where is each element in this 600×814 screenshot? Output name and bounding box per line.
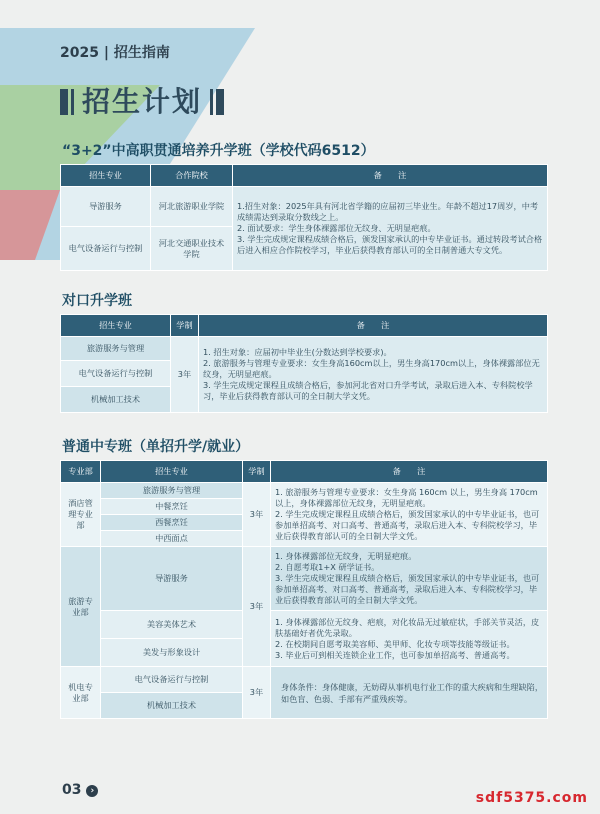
- cell-major: 机械加工技术: [61, 387, 171, 413]
- cell-major: 中西面点: [101, 531, 243, 547]
- cell-major: 旅游服务与管理: [101, 483, 243, 499]
- section-title-3: 普通中专班（单招升学/就业）: [62, 439, 250, 455]
- cell-dept: 酒店管理专业部: [61, 483, 101, 547]
- cell-notes: [271, 547, 548, 611]
- col-header-duration: 学制: [243, 461, 271, 483]
- col-header-notes: 备 注: [199, 315, 548, 337]
- note-line: 2. 在校期间自愿考取美容师、美甲师、化妆专项等技能等级证书。: [275, 638, 515, 649]
- cell-duration: 3年: [243, 547, 271, 667]
- cell-notes: [271, 611, 548, 667]
- table-header-row: [61, 165, 548, 187]
- note-line: 2. 学生完成规定课程且成绩合格后，颁发国家承认的中专毕业证书，也可参加单招高考、对口高考、普通高考，录取后进入本、专科院校学习，毕业后获得教育部认可的全日制大学文凭。: [275, 509, 540, 541]
- title-bar-right-icon-2: [216, 89, 224, 115]
- cell-major: 电气设备运行与控制: [61, 361, 171, 387]
- note-line: 身体条件：身体健康，无妨碍从事机电行业工作的重大疾病和生理缺陷，如色盲、色弱、手部有严重残疾等。: [281, 681, 544, 704]
- cell-school: 河北旅游职业学院: [151, 187, 233, 227]
- cell-dept: 机电专业部: [61, 667, 101, 719]
- cell-major: 西餐烹饪: [101, 515, 243, 531]
- note-line: 1. 旅游服务与管理专业要求：女生身高 160cm 以上，男生身高 170cm 以上，身体裸露部位无纹身，无明显疤痕。: [275, 487, 538, 508]
- cell-major: 电气设备运行与控制: [61, 227, 151, 271]
- col-header-notes: 备 注: [271, 461, 548, 483]
- page-number: [62, 782, 98, 798]
- cell-school: 河北交通职业技术学院: [151, 227, 233, 271]
- section-title-1: “3+2”中高职贯通培养升学班（学校代码6512）: [62, 143, 375, 159]
- cell-major: 美容美体艺术: [101, 611, 243, 639]
- page-title: [60, 80, 224, 120]
- table-header-row: [61, 315, 548, 337]
- cell-notes: [233, 187, 548, 271]
- header-tag: 2025 | 招生指南: [60, 45, 170, 61]
- cell-notes: [271, 667, 548, 719]
- note-line: 3. 学生完成规定课程且成绩合格后，参加河北省对口升学考试，录取后进入本、专科院校学习，毕业后获得教育部认可的全日制大学文凭。: [203, 380, 533, 401]
- note-line: 1. 招生对象：应届初中毕业生(分数达到学校要求)。: [203, 347, 392, 357]
- note-line: 2. 旅游服务与管理专业要求：女生身高160cm以上，男生身高170cm以上，身体裸露部位无纹身，无明显疤痕。: [203, 358, 540, 379]
- note-line: 1. 身体裸露部位无纹身，无明显疤痕。: [275, 551, 417, 561]
- cell-notes: [199, 337, 548, 413]
- col-header-dept: 专业部: [61, 461, 101, 483]
- cell-major: 导游服务: [61, 187, 151, 227]
- col-header-school: 合作院校: [151, 165, 233, 187]
- page-number-text: 03: [62, 782, 82, 798]
- section-title-2: 对口升学班: [62, 293, 132, 309]
- col-header-major: 招生专业: [61, 165, 151, 187]
- cell-major: 机械加工技术: [101, 693, 243, 719]
- cell-major: 电气设备运行与控制: [101, 667, 243, 693]
- table-header-row: [61, 461, 548, 483]
- table-duikou: [60, 314, 548, 413]
- col-header-duration: 学制: [171, 315, 199, 337]
- note-line: 3. 学生完成规定课程成绩合格后，颁发国家承认的中专毕业证书。通过转段考试合格后进入相应合作院校学习，毕业后获得教育部认可的全日制普通大专文凭。: [237, 234, 543, 255]
- page-title-text: 招生计划: [82, 85, 203, 118]
- note-line: 1. 身体裸露部位无纹身、疤痕，对化妆品无过敏症状，手部关节灵活，皮肤基础好者优先录取。: [275, 616, 540, 638]
- note-line: 2. 自愿考取1+X 研学证书。: [275, 562, 380, 572]
- table-3plus2: [60, 164, 548, 271]
- table-row: [61, 611, 548, 639]
- cell-duration: 3年: [171, 337, 199, 413]
- col-header-major: 招生专业: [61, 315, 171, 337]
- table-row: [61, 667, 548, 693]
- title-bar-left-icon: [60, 89, 68, 115]
- cell-major: 导游服务: [101, 547, 243, 611]
- note-line: 3. 毕业后可到相关连锁企业工作，也可参加单招高考、普通高考。: [275, 649, 515, 660]
- title-bar-right-icon: [210, 89, 213, 115]
- col-header-major: 招生专业: [101, 461, 243, 483]
- table-zhongzhuan: [60, 460, 548, 719]
- arrow-circle-icon: ›: [86, 785, 98, 797]
- watermark: sdf5375.com: [475, 790, 588, 806]
- cell-notes: [271, 483, 548, 547]
- note-line: 3. 学生完成规定课程且成绩合格后，颁发国家承认的中专毕业证书，也可参加单招高考、对口高考、普通高考，录取后进入本、专科院校学习，毕业后获得教育部认可的全日制大学文凭。: [275, 573, 540, 605]
- cell-dept: 旅游专业部: [61, 547, 101, 667]
- table-row: [61, 547, 548, 611]
- col-header-notes: 备 注: [233, 165, 548, 187]
- note-line: 1.招生对象：2025年具有河北省学籍的应届初三毕业生。年龄不超过17周岁，中考成绩需达到录取分数线之上。: [237, 201, 539, 222]
- cell-major: 中餐烹饪: [101, 499, 243, 515]
- table-row: [61, 187, 548, 227]
- cell-major: 美发与形象设计: [101, 639, 243, 667]
- cell-duration: 3年: [243, 483, 271, 547]
- table-row: [61, 337, 548, 361]
- table-row: [61, 483, 548, 499]
- title-bar-left-icon-2: [71, 89, 74, 115]
- cell-major: 旅游服务与管理: [61, 337, 171, 361]
- cell-duration: 3年: [243, 667, 271, 719]
- note-line: 2. 面试要求：学生身体裸露部位无纹身、无明显疤痕。: [237, 223, 436, 233]
